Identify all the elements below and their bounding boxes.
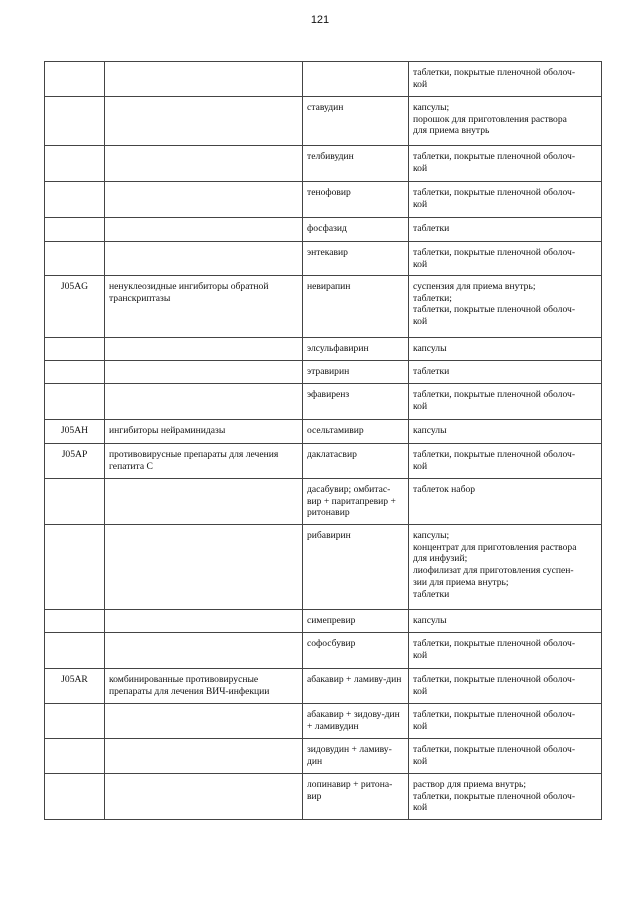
atc-code-cell <box>45 739 105 774</box>
dosage-form-line: таблетки, покрытые пленочной оболоч- <box>413 247 576 258</box>
dosage-form-line: капсулы <box>413 343 447 354</box>
drug-table <box>44 61 602 820</box>
dosage-form-line: кой <box>413 316 428 328</box>
dosage-form-line: таблетки <box>413 223 450 234</box>
atc-code-cell <box>45 218 105 242</box>
dosage-form-line: таблетки, покрытые пленочной оболоч- <box>413 674 576 685</box>
group-name-cell <box>105 182 303 218</box>
table-row <box>45 444 602 479</box>
dosage-forms-cell <box>409 669 602 704</box>
dosage-form-line: кой <box>413 460 428 472</box>
drug-name-cell: симепревир <box>303 610 409 633</box>
dosage-form-line: кой <box>413 649 428 661</box>
dosage-form-line: капсулы <box>413 425 447 436</box>
group-name-cell <box>105 525 303 610</box>
atc-code-cell <box>45 610 105 633</box>
atc-code-cell <box>45 338 105 361</box>
dosage-form-line: таблетки; <box>413 292 452 304</box>
dosage-forms-cell <box>409 182 602 218</box>
drug-name-cell: этравирин <box>303 361 409 384</box>
table-row <box>45 420 602 444</box>
group-name-cell <box>105 338 303 361</box>
dosage-forms-cell <box>409 218 602 242</box>
dosage-form-line: капсулы; <box>413 102 450 113</box>
dosage-forms-cell <box>409 62 602 97</box>
table-row <box>45 218 602 242</box>
table-row <box>45 276 602 338</box>
drug-name-cell: эфавиренз <box>303 384 409 420</box>
atc-code-cell <box>45 384 105 420</box>
group-name-cell: ненуклеозидные ингибиторы обратной транскриптазы <box>105 276 303 338</box>
page-number: 121 <box>310 14 330 26</box>
atc-code-cell <box>45 633 105 669</box>
atc-code-cell <box>45 242 105 276</box>
drug-name-cell: невирапин <box>303 276 409 338</box>
table-row <box>45 610 602 633</box>
dosage-form-line: таблетки, покрытые пленочной оболоч- <box>413 638 576 649</box>
dosage-form-line: таблеток набор <box>413 484 476 495</box>
dosage-forms-cell <box>409 633 602 669</box>
dosage-forms-cell <box>409 338 602 361</box>
group-name-cell <box>105 62 303 97</box>
drug-name-cell: дасабувир; омбитас-вир + паритапревир + ритонавир <box>303 479 409 525</box>
dosage-form-line: таблетки, покрытые пленочной оболоч- <box>413 449 576 460</box>
dosage-forms-cell <box>409 739 602 774</box>
group-name-cell: противовирусные препараты для лечения гепатита C <box>105 444 303 479</box>
group-name-cell <box>105 610 303 633</box>
dosage-form-line: кой <box>413 720 428 732</box>
dosage-forms-cell <box>409 384 602 420</box>
group-name-cell <box>105 97 303 146</box>
dosage-form-line: лиофилизат для приготовления суспен- <box>413 565 574 577</box>
table-row <box>45 479 602 525</box>
dosage-form-line: таблетки, покрытые пленочной оболоч- <box>413 67 576 78</box>
dosage-form-line: кой <box>413 198 428 210</box>
table-body <box>45 62 602 820</box>
group-name-cell <box>105 774 303 820</box>
atc-code-cell <box>45 704 105 739</box>
table-row <box>45 739 602 774</box>
atc-code-cell <box>45 479 105 525</box>
dosage-form-line: капсулы <box>413 615 447 626</box>
atc-code-cell <box>45 146 105 182</box>
group-name-cell <box>105 479 303 525</box>
drug-name-cell <box>303 62 409 97</box>
dosage-form-line: кой <box>413 258 428 270</box>
atc-code-cell <box>45 774 105 820</box>
atc-code-cell: J05AG <box>45 276 105 338</box>
drug-name-cell: даклатасвир <box>303 444 409 479</box>
group-name-cell <box>105 146 303 182</box>
drug-name-cell: телбивудин <box>303 146 409 182</box>
dosage-forms-cell <box>409 479 602 525</box>
dosage-form-line: таблетки, покрытые пленочной оболоч- <box>413 151 576 162</box>
dosage-form-line: кой <box>413 162 428 174</box>
dosage-form-line: таблетки, покрытые пленочной оболоч- <box>413 790 576 802</box>
dosage-form-line: раствор для приема внутрь; <box>413 779 527 790</box>
table-row <box>45 62 602 97</box>
drug-name-cell: осельтамивир <box>303 420 409 444</box>
table-row <box>45 704 602 739</box>
table-row <box>45 361 602 384</box>
group-name-cell <box>105 242 303 276</box>
dosage-forms-cell <box>409 525 602 610</box>
group-name-cell <box>105 384 303 420</box>
dosage-form-line: кой <box>413 802 428 814</box>
group-name-cell: ингибиторы нейраминидазы <box>105 420 303 444</box>
dosage-form-line: таблетки, покрытые пленочной оболоч- <box>413 744 576 755</box>
dosage-form-line: для инфузий; <box>413 553 468 565</box>
drug-name-cell: энтекавир <box>303 242 409 276</box>
dosage-form-line: таблетки, покрытые пленочной оболоч- <box>413 389 576 400</box>
drug-name-cell: лопинавир + ритона-вир <box>303 774 409 820</box>
dosage-form-line: кой <box>413 78 428 90</box>
table-row <box>45 146 602 182</box>
dosage-form-line: суспензия для приема внутрь; <box>413 281 536 292</box>
table-row <box>45 242 602 276</box>
dosage-form-line: концентрат для приготовления раствора <box>413 541 577 553</box>
dosage-form-line: таблетки, покрытые пленочной оболоч- <box>413 709 576 720</box>
dosage-form-line: зии для приема внутрь; <box>413 576 509 588</box>
atc-code-cell: J05AR <box>45 669 105 704</box>
dosage-forms-cell <box>409 774 602 820</box>
dosage-forms-cell <box>409 242 602 276</box>
group-name-cell <box>105 633 303 669</box>
dosage-forms-cell <box>409 420 602 444</box>
table-row <box>45 97 602 146</box>
drug-name-cell: зидовудин + ламиву-дин <box>303 739 409 774</box>
dosage-forms-cell <box>409 444 602 479</box>
dosage-forms-cell <box>409 97 602 146</box>
dosage-form-line: таблетки <box>413 588 450 600</box>
drug-name-cell: абакавир + зидову-дин + ламивудин <box>303 704 409 739</box>
atc-code-cell <box>45 182 105 218</box>
table-row <box>45 338 602 361</box>
dosage-form-line: кой <box>413 685 428 697</box>
table-row <box>45 182 602 218</box>
group-name-cell <box>105 218 303 242</box>
dosage-form-line: капсулы; <box>413 530 450 541</box>
dosage-form-line: для приема внутрь <box>413 125 490 137</box>
drug-name-cell: абакавир + ламиву-дин <box>303 669 409 704</box>
dosage-form-line: порошок для приготовления раствора <box>413 113 567 125</box>
group-name-cell <box>105 704 303 739</box>
dosage-form-line: кой <box>413 755 428 767</box>
dosage-forms-cell <box>409 276 602 338</box>
table-row <box>45 525 602 610</box>
drug-name-cell: тенофовир <box>303 182 409 218</box>
atc-code-cell <box>45 62 105 97</box>
drug-name-cell: фосфазид <box>303 218 409 242</box>
drug-name-cell: элсульфавирин <box>303 338 409 361</box>
table-row <box>45 384 602 420</box>
table-row <box>45 633 602 669</box>
drug-name-cell: рибавирин <box>303 525 409 610</box>
dosage-form-line: таблетки, покрытые пленочной оболоч- <box>413 304 576 316</box>
dosage-forms-cell <box>409 610 602 633</box>
atc-code-cell: J05AP <box>45 444 105 479</box>
dosage-forms-cell <box>409 704 602 739</box>
atc-code-cell <box>45 97 105 146</box>
atc-code-cell <box>45 361 105 384</box>
drug-name-cell: софосбувир <box>303 633 409 669</box>
dosage-form-line: кой <box>413 400 428 412</box>
dosage-forms-cell <box>409 146 602 182</box>
group-name-cell <box>105 739 303 774</box>
group-name-cell: комбинированные противовирусные препараты для лечения ВИЧ-инфекции <box>105 669 303 704</box>
atc-code-cell <box>45 525 105 610</box>
table-row <box>45 669 602 704</box>
drug-name-cell: ставудин <box>303 97 409 146</box>
dosage-form-line: таблетки <box>413 366 450 377</box>
dosage-form-line: таблетки, покрытые пленочной оболоч- <box>413 187 576 198</box>
group-name-cell <box>105 361 303 384</box>
dosage-forms-cell <box>409 361 602 384</box>
atc-code-cell: J05AH <box>45 420 105 444</box>
table-row <box>45 774 602 820</box>
